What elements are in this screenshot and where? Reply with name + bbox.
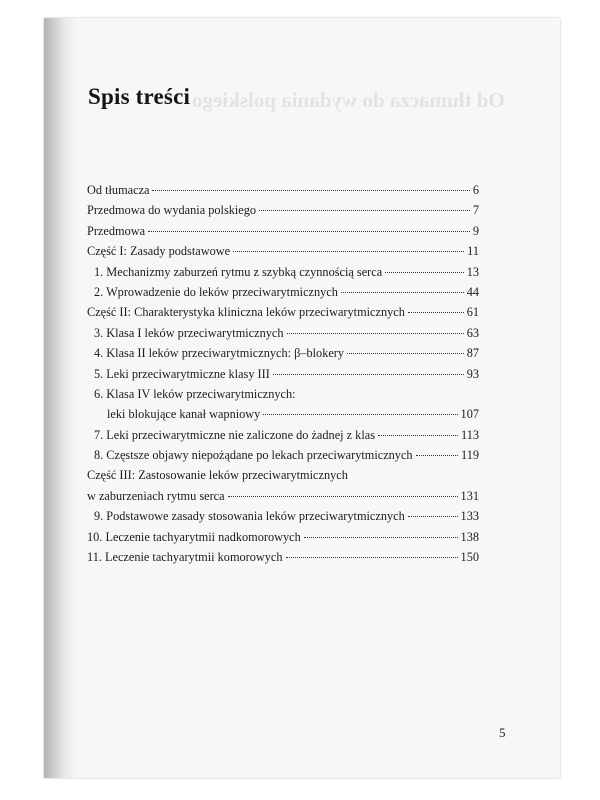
page-title: Spis treści [88,84,191,109]
toc-entry: Część III: Zastosowanie leków przeciwarytmicznych [87,468,348,483]
dot-leader [233,251,464,252]
toc-entry: 1. Mechanizmy zaburzeń rytmu z szybką czynnością serca 13 [94,264,479,279]
bleed-through-text: Od tłumacza do wydania polskiego [192,88,505,112]
toc-entry: 7. Leki przeciwarytmiczne nie zaliczone do żadnej z klas 113 [94,427,479,442]
toc-entry: Część I: Zasady podstawowe 11 [87,244,479,259]
dot-leader [287,333,464,334]
toc-entry: 6. Klasa IV leków przeciwarytmicznych: [94,386,296,401]
dot-leader [148,231,470,232]
toc-entry: 3. Klasa I leków przeciwarytmicznych 63 [94,325,479,340]
toc-entry: 9. Podstawowe zasady stosowania leków przeciwarytmicznych 133 [94,509,479,524]
dot-leader [347,353,464,354]
dot-leader [152,190,469,191]
page-number: 5 [499,725,506,740]
toc-entry: Przedmowa 9 [87,223,479,238]
toc-entry: 5. Leki przeciwarytmiczne klasy III 93 [94,366,479,381]
toc-entry: Przedmowa do wydania polskiego 7 [87,203,479,218]
dot-leader [408,516,458,517]
dot-leader [378,435,458,436]
dot-leader [408,312,464,313]
dot-leader [385,272,464,273]
toc-entry: 8. Częstsze objawy niepożądane po lekach przeciwarytmicznych 119 [94,448,479,463]
toc-entry: 11. Leczenie tachyarytmii komorowych 150 [87,550,479,565]
toc-entry: 4. Klasa II leków przeciwarytmicznych: β–blokery 87 [94,346,479,361]
toc-entry: 10. Leczenie tachyarytmii nadkomorowych 138 [87,529,479,544]
dot-leader [286,557,458,558]
dot-leader [416,455,458,456]
book-page [44,18,560,778]
dot-leader [228,496,458,497]
toc-entry: 2. Wprowadzenie do leków przeciwarytmicznych 44 [94,284,479,299]
toc-entry: Część II: Charakterystyka kliniczna leków przeciwarytmicznych 61 [87,305,479,320]
dot-leader [273,374,464,375]
dot-leader [259,210,470,211]
table-of-contents [87,183,479,570]
toc-entry: w zaburzeniach rytmu serca 131 [87,488,479,503]
toc-entry: leki blokujące kanał wapniowy 107 [107,407,479,422]
toc-entry: Od tłumacza 6 [87,183,479,197]
dot-leader [263,414,457,415]
dot-leader [304,537,458,538]
dot-leader [341,292,464,293]
